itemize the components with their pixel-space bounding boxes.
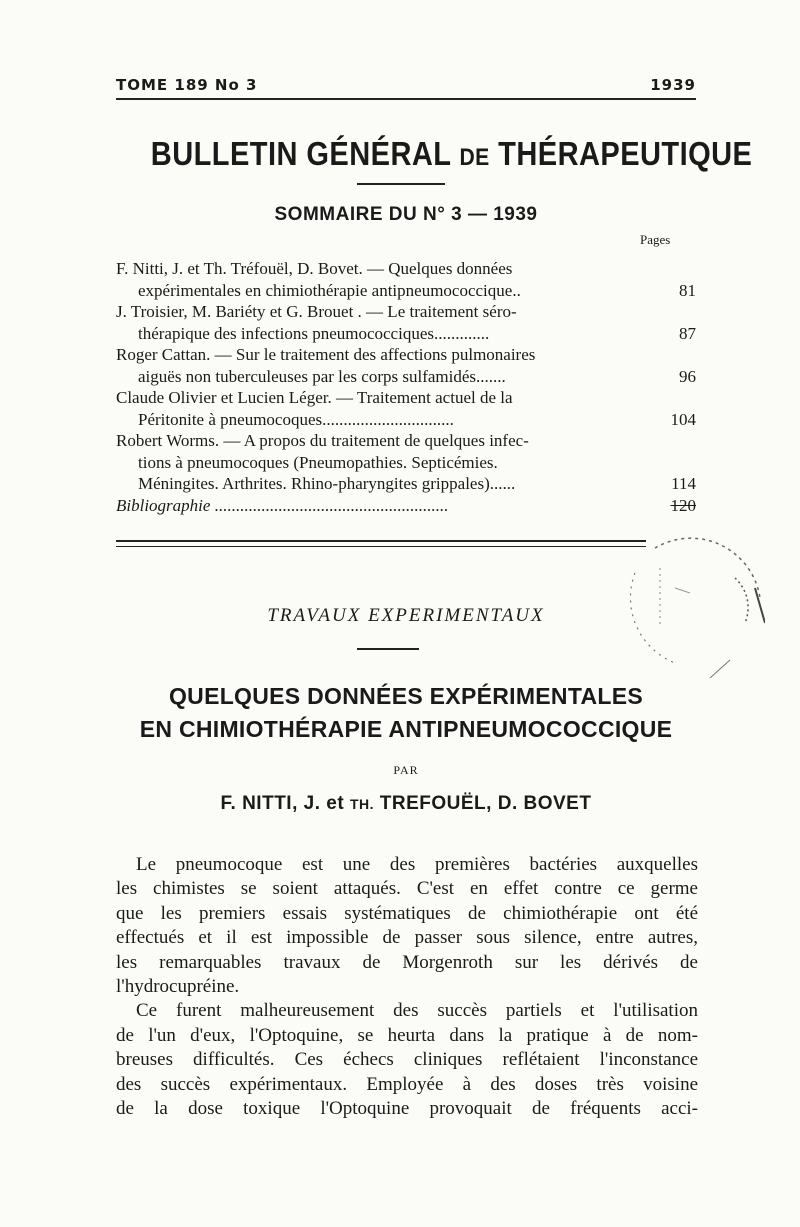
toc-page-number: 87 — [679, 323, 696, 343]
header-year: 1939 — [650, 76, 696, 94]
toc-line: thérapique des infections pneumococciques............. — [138, 323, 490, 343]
journal-title-part2: THÉRAPEUTIQUE — [498, 135, 753, 172]
toc-line: Péritonite à pneumocoques............................... — [138, 409, 454, 429]
body-line: effectués et il est impossible de passer sous silence, entre autres, — [116, 927, 698, 949]
toc-line: Robert Worms. — A propos du traitement de quelques infec- — [116, 431, 529, 450]
title-rule — [357, 183, 445, 185]
toc-page-number: 104 — [670, 409, 696, 429]
toc-page-number: 114 — [671, 474, 696, 493]
toc-entry[interactable] — [116, 258, 696, 301]
article-title-line: EN CHIMIOTHÉRAPIE ANTIPNEUMOCOCCIQUE — [139, 716, 673, 742]
toc-double-rule-bottom — [116, 546, 646, 547]
toc-line: Roger Cattan. — Sur le traitement des affections pulmonaires — [116, 345, 536, 364]
journal-title-part1: BULLETIN GÉNÉRAL — [150, 135, 451, 172]
toc-page-number: 120 — [670, 495, 696, 515]
article-title — [116, 680, 696, 746]
toc-entry[interactable] — [116, 495, 696, 517]
header-rule — [116, 98, 696, 100]
body-line: breuses difficultés. Ces échecs cliniques reflétaient l'inconstance — [116, 1049, 698, 1071]
body-line: l'hydrocupréine. — [116, 976, 240, 998]
toc-line: J. Troisier, M. Bariéty et G. Brouet . — Le traitement séro- — [116, 302, 517, 321]
par-label: PAR — [393, 763, 419, 777]
body-line: les remarquables travaux de Morgenroth sur les dérivés de — [116, 951, 698, 973]
authors-part: TREFOUËL, D. BOVET — [379, 793, 592, 814]
article-authors — [116, 793, 696, 815]
toc-entry[interactable] — [116, 387, 696, 430]
body-line: de la dose toxique l'Optoquine provoquait de fréquents acci- — [116, 1098, 698, 1120]
toc-entry[interactable] — [116, 301, 696, 344]
toc-double-rule-top — [116, 540, 646, 542]
body-line: des succès expérimentaux. Employée à des doses très voisine — [116, 1073, 698, 1095]
body-line: que les premiers essais systématiques de chimiothérapie ont été — [116, 902, 698, 924]
article-title-line: QUELQUES DONNÉES EXPÉRIMENTALES — [168, 683, 644, 709]
toc-entry[interactable] — [116, 344, 696, 387]
running-header — [116, 76, 696, 94]
toc-line: expérimentales en chimiothérapie antipneumococcique.. — [138, 280, 521, 300]
body-line: les chimistes se soient attaqués. C'est en effet contre ce germe — [116, 878, 698, 900]
section-rule — [357, 648, 419, 650]
toc-page-number: 96 — [679, 366, 696, 386]
body-line: Ce furent malheureusement des succès partiels et l'utilisation — [136, 1000, 698, 1022]
article-body — [116, 853, 698, 1121]
library-stamp-icon — [615, 528, 765, 678]
body-line: Le pneumocoque est une des premières bactéries auxquelles — [136, 854, 698, 875]
journal-title — [150, 135, 753, 173]
section-heading: TRAVAUX EXPERIMENTAUX — [267, 605, 545, 626]
toc-line: aiguës non tuberculeuses par les corps sulfamidés....... — [138, 366, 506, 386]
sommaire-heading: SOMMAIRE DU N° 3 — 1939 — [274, 204, 538, 225]
body-line: de l'un d'eux, l'Optoquine, se heurta dans la pratique à de nom- — [116, 1024, 698, 1046]
journal-title-de: DE — [459, 144, 490, 171]
toc-line: F. Nitti, J. et Th. Tréfouël, D. Bovet. — Quelques données — [116, 259, 513, 278]
table-of-contents — [116, 258, 696, 516]
authors-part: TH. — [349, 796, 374, 812]
tome-number: TOME 189 No 3 — [116, 76, 258, 94]
toc-page-number: 81 — [679, 280, 696, 300]
pages-label: Pages — [640, 232, 671, 247]
toc-line: Claude Olivier et Lucien Léger. — Traitement actuel de la — [116, 388, 513, 407]
toc-entry[interactable] — [116, 430, 696, 495]
toc-line: Méningites. Arthrites. Rhino-pharyngites grippales)...... — [138, 474, 516, 493]
toc-line: Bibliographie ....................................................... — [116, 495, 449, 515]
toc-line: tions à pneumocoques (Pneumopathies. Septicémies. — [138, 452, 498, 472]
authors-part: F. NITTI, J. et — [220, 793, 345, 814]
